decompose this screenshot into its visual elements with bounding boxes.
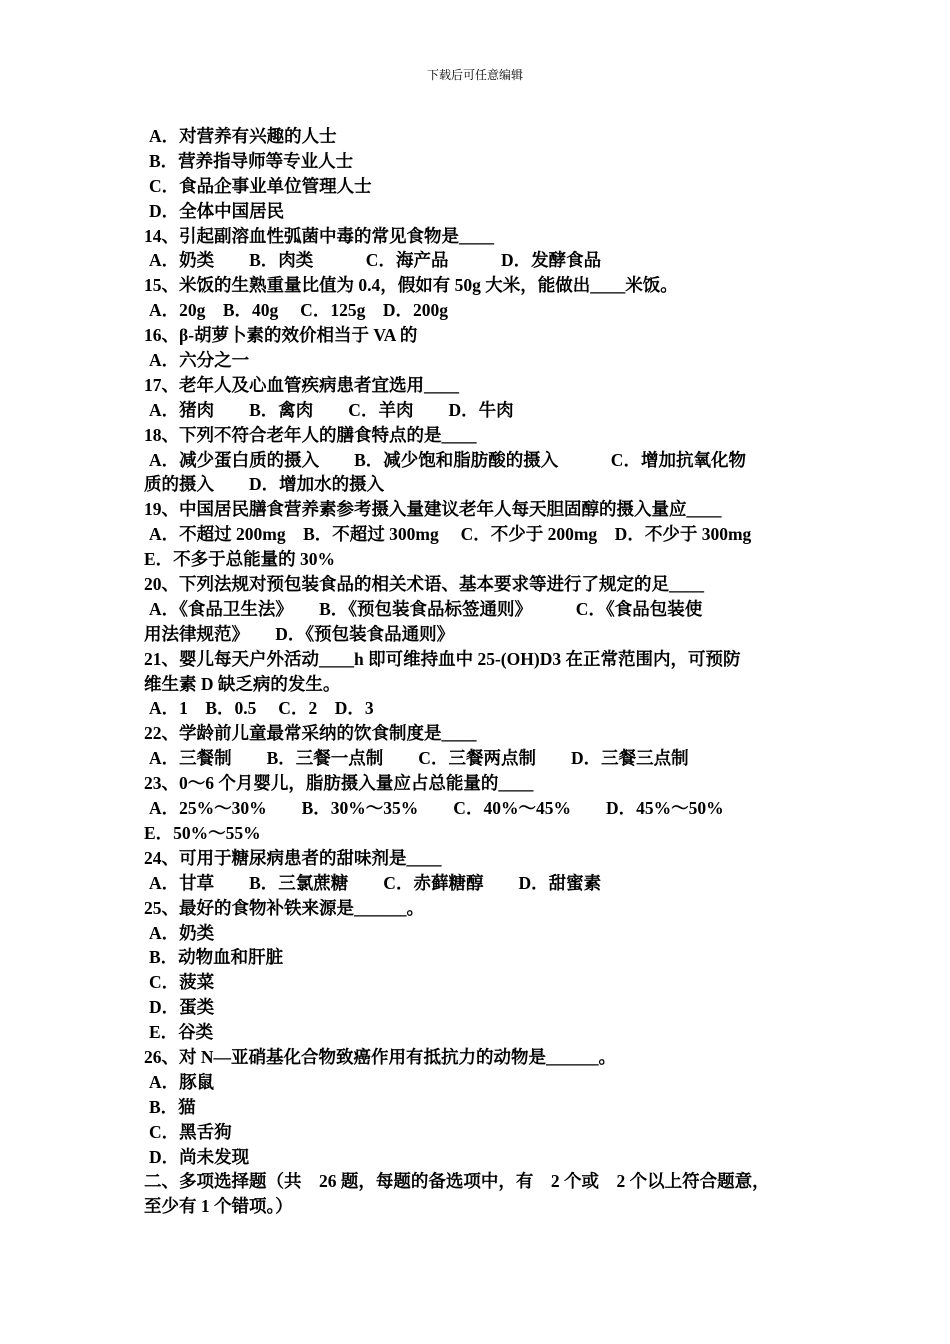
question-20-options: A．《食品卫生法》 B．《预包装食品标签通则》 C．《食品包装使: [149, 598, 703, 619]
option-line: C．黑舌狗: [149, 1121, 232, 1142]
question-16: 16、β-胡萝卜素的效价相当于 VA 的: [144, 325, 418, 346]
question-14: 14、引起副溶血性弧菌中毒的常见食物是____: [144, 225, 494, 246]
question-19-options-cont: E．不多于总能量的 30%: [144, 549, 336, 570]
option-line: D．蛋类: [149, 997, 215, 1018]
question-17-options: A．猪肉 B．禽肉 C．羊肉 D．牛肉: [149, 399, 514, 420]
question-19: 19、中国居民膳食营养素参考摄入量建议老年人每天胆固醇的摄入量应____: [144, 499, 722, 520]
question-22-options: A．三餐制 B．三餐一点制 C．三餐两点制 D．三餐三点制: [149, 748, 689, 769]
question-26: 26、对 N—亚硝基化合物致癌作用有抵抗力的动物是______。: [144, 1046, 617, 1067]
question-15-options: A．20g B．40g C．125g D．200g: [149, 300, 448, 321]
section-heading: 二、多项选择题（共 26 题，每题的备选项中，有 2 个或 2 个以上符合题意，: [144, 1171, 770, 1192]
question-21-cont: 维生素 D 缺乏病的发生。: [144, 673, 341, 694]
question-19-options: A．不超过 200mg B．不超过 300mg C．不少于 200mg D．不少于 300mg: [149, 524, 752, 545]
question-24: 24、可用于糖尿病患者的甜味剂是____: [144, 847, 442, 868]
question-23-options-cont: E．50%～55%: [144, 822, 261, 843]
question-18: 18、下列不符合老年人的膳食特点的是____: [144, 424, 477, 445]
document-body: [144, 124, 809, 1219]
option-line: B．营养指导师等专业人士: [149, 150, 354, 171]
question-18-options-cont: 质的摄入 D．增加水的摄入: [144, 474, 385, 495]
question-23: 23、0～6 个月婴儿，脂肪摄入量应占总能量的____: [144, 773, 534, 794]
option-line: D．全体中国居民: [149, 200, 285, 221]
question-21-options: A．1 B．0.5 C．2 D．3: [149, 698, 374, 719]
option-line: A．对营养有兴趣的人士: [149, 126, 337, 146]
question-15: 15、米饭的生熟重量比值为 0.4，假如有 50g 大米，能做出____米饭。: [144, 275, 678, 296]
option-line: E．谷类: [149, 1022, 214, 1043]
option-line: C．菠菜: [149, 972, 215, 993]
question-20: 20、下列法规对预包装食品的相关术语、基本要求等进行了规定的足____: [144, 574, 704, 595]
question-17: 17、老年人及心血管疾病患者宜选用____: [144, 374, 459, 395]
section-heading-cont: 至少有 1 个错项。）: [144, 1196, 293, 1217]
option-line: A．奶类: [149, 922, 215, 943]
question-16-options: A．六分之一: [149, 350, 250, 371]
question-14-options: A．奶类 B．肉类 C．海产品 D．发酵食品: [149, 250, 602, 271]
question-24-options: A．甘草 B．三氯蔗糖 C．赤藓糖醇 D．甜蜜素: [149, 872, 602, 893]
option-line: B．动物血和肝脏: [149, 947, 284, 968]
option-line: C．食品企事业单位管理人士: [149, 175, 372, 196]
option-line: A．豚鼠: [149, 1071, 215, 1092]
question-23-options: A．25%～30% B．30%～35% C．40%～45% D．45%～50%: [149, 798, 724, 819]
option-line: D．尚未发现: [149, 1146, 250, 1167]
question-22: 22、学龄前儿童最常采纳的饮食制度是____: [144, 723, 477, 744]
question-21: 21、婴儿每天户外活动____h 即可维持血中 25-(OH)D3 在正常范围内，可预防: [144, 648, 741, 669]
question-18-options: A．减少蛋白质的摄入 B．减少饱和脂肪酸的摄入 C．增加抗氧化物: [149, 449, 746, 470]
page-header: 下载后可任意编辑: [426, 68, 523, 82]
question-20-options-cont: 用法律规范》 D．《预包装食品通则》: [144, 623, 455, 644]
question-25: 25、最好的食物补铁来源是______。: [144, 897, 424, 918]
option-line: B．猫: [149, 1096, 196, 1117]
